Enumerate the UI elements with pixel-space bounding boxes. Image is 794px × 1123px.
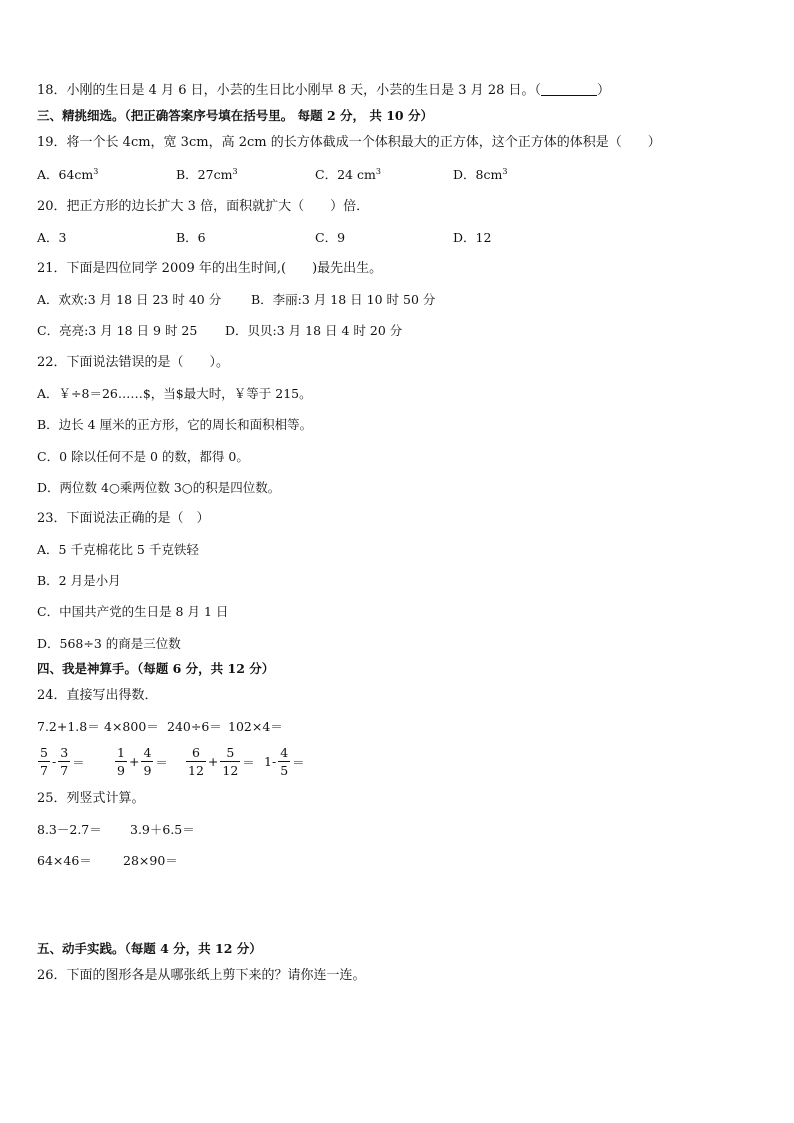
question-26-text: 26．下面的图形各是从哪张纸上剪下来的？请你连一连。	[37, 968, 366, 983]
q24-expr-2: 4×800＝	[104, 719, 159, 734]
q20-option-d[interactable]: D．12	[453, 230, 492, 245]
q21-option-c[interactable]: C．亮亮:3 月 18 日 9 时 25	[37, 323, 198, 338]
fraction: $\frac{4}{9}$	[143, 745, 152, 778]
q23-option-a[interactable]: A．5 千克棉花比 5 千克铁轻	[37, 542, 199, 557]
q22-option-a[interactable]: A．￥÷8＝26……$，当$最大时，￥等于 215。	[37, 386, 312, 401]
question-21-text: 21．下面是四位同学 2009 年的出生时间,( )最先出生。	[37, 261, 383, 276]
fraction: $\frac{6}{12}$	[188, 745, 204, 778]
q22-option-c[interactable]: C．0 除以任何不是 0 的数，都得 0。	[37, 449, 249, 464]
question-20-text: 20．把正方形的边长扩大 3 倍，面积就扩大（ ）倍．	[37, 199, 370, 214]
q23-option-c[interactable]: C．中国共产党的生日是 8 月 1 日	[37, 604, 229, 619]
q19-option-b[interactable]: B．$27cm^3$	[176, 167, 238, 182]
section-4-title: 四、我是神算手。（每题 6 分，共 12 分）	[37, 661, 275, 676]
question-18-text: 18．小刚的生日是 4 月 6 日，小芸的生日比小刚早 8 天，小芸的生日是 3 月 28 日。（	[37, 83, 541, 98]
q25-expr-4: 28×90＝	[123, 853, 178, 868]
q24-fraction-expr-1: $\frac{5}{7}$ - $\frac{3}{7}$ ＝	[40, 745, 85, 778]
question-18	[37, 83, 610, 99]
section-5-title: 五、动手实践。（每题 4 分，共 12 分）	[37, 941, 262, 956]
question-25-text: 25．列竖式计算。	[37, 791, 145, 806]
q24-expr-4: 102×4＝	[228, 719, 283, 734]
question-22-text: 22．下面说法错误的是（ ）。	[37, 355, 230, 370]
q24-expr-3: 240÷6＝	[167, 719, 222, 734]
fraction: $\frac{5}{7}$	[40, 745, 48, 778]
q24-fraction-expr-3: $\frac{6}{12}$ + $\frac{5}{12}$ ＝	[188, 745, 255, 778]
q22-option-d[interactable]: D．两位数 4○乘两位数 3○的积是四位数。	[37, 480, 281, 495]
section-3-title: 三、精挑细选。（把正确答案序号填在括号里。 每题 2 分， 共 10 分）	[37, 108, 433, 123]
q22-option-b[interactable]: B．边长 4 厘米的正方形，它的周长和面积相等。	[37, 417, 313, 432]
fraction: $\frac{5}{12}$	[222, 745, 239, 778]
fraction: $\frac{1}{9}$	[117, 745, 125, 778]
q20-option-a[interactable]: A．3	[37, 230, 67, 245]
q23-option-b[interactable]: B．2 月是小月	[37, 573, 121, 588]
q19-option-a[interactable]: A．$64cm^3$	[37, 167, 99, 182]
q20-option-c[interactable]: C．9	[315, 230, 346, 245]
answer-blank[interactable]	[541, 83, 597, 96]
q21-option-d[interactable]: D．贝贝:3 月 18 日 4 时 20 分	[225, 323, 403, 338]
q23-option-d[interactable]: D．568÷3 的商是三位数	[37, 636, 181, 651]
q19-option-c[interactable]: C．24 $cm^3$	[315, 167, 381, 182]
q25-expr-3: 64×46＝	[37, 853, 92, 868]
question-18-close: ）	[597, 83, 611, 98]
question-24-text: 24．直接写出得数．	[37, 688, 158, 703]
q21-option-a[interactable]: A．欢欢:3 月 18 日 23 时 40 分	[37, 292, 222, 307]
fraction: $\frac{4}{5}$	[280, 745, 289, 778]
fraction: $\frac{3}{7}$	[60, 745, 69, 778]
q21-option-b[interactable]: B．李丽:3 月 18 日 10 时 50 分	[251, 292, 436, 307]
q24-fraction-expr-2: $\frac{1}{9}$ + $\frac{4}{9}$ ＝	[117, 745, 168, 778]
q19-option-d[interactable]: D．$8cm^3$	[453, 167, 508, 182]
q24-fraction-expr-4: 1- $\frac{4}{5}$ ＝	[264, 745, 305, 778]
q24-expr-1: 7.2+1.8＝	[37, 719, 100, 734]
question-23-text: 23．下面说法正确的是（ ）	[37, 511, 210, 526]
q20-option-b[interactable]: B．6	[176, 230, 206, 245]
q25-expr-2: 3.9＋6.5＝	[130, 822, 195, 837]
q25-expr-1: 8.3－2.7＝	[37, 822, 102, 837]
question-19-text: 19．将一个长 4cm，宽 3cm，高 2cm 的长方体截成一个体积最大的正方体，这个正方体的体积是（ ）	[37, 135, 661, 150]
